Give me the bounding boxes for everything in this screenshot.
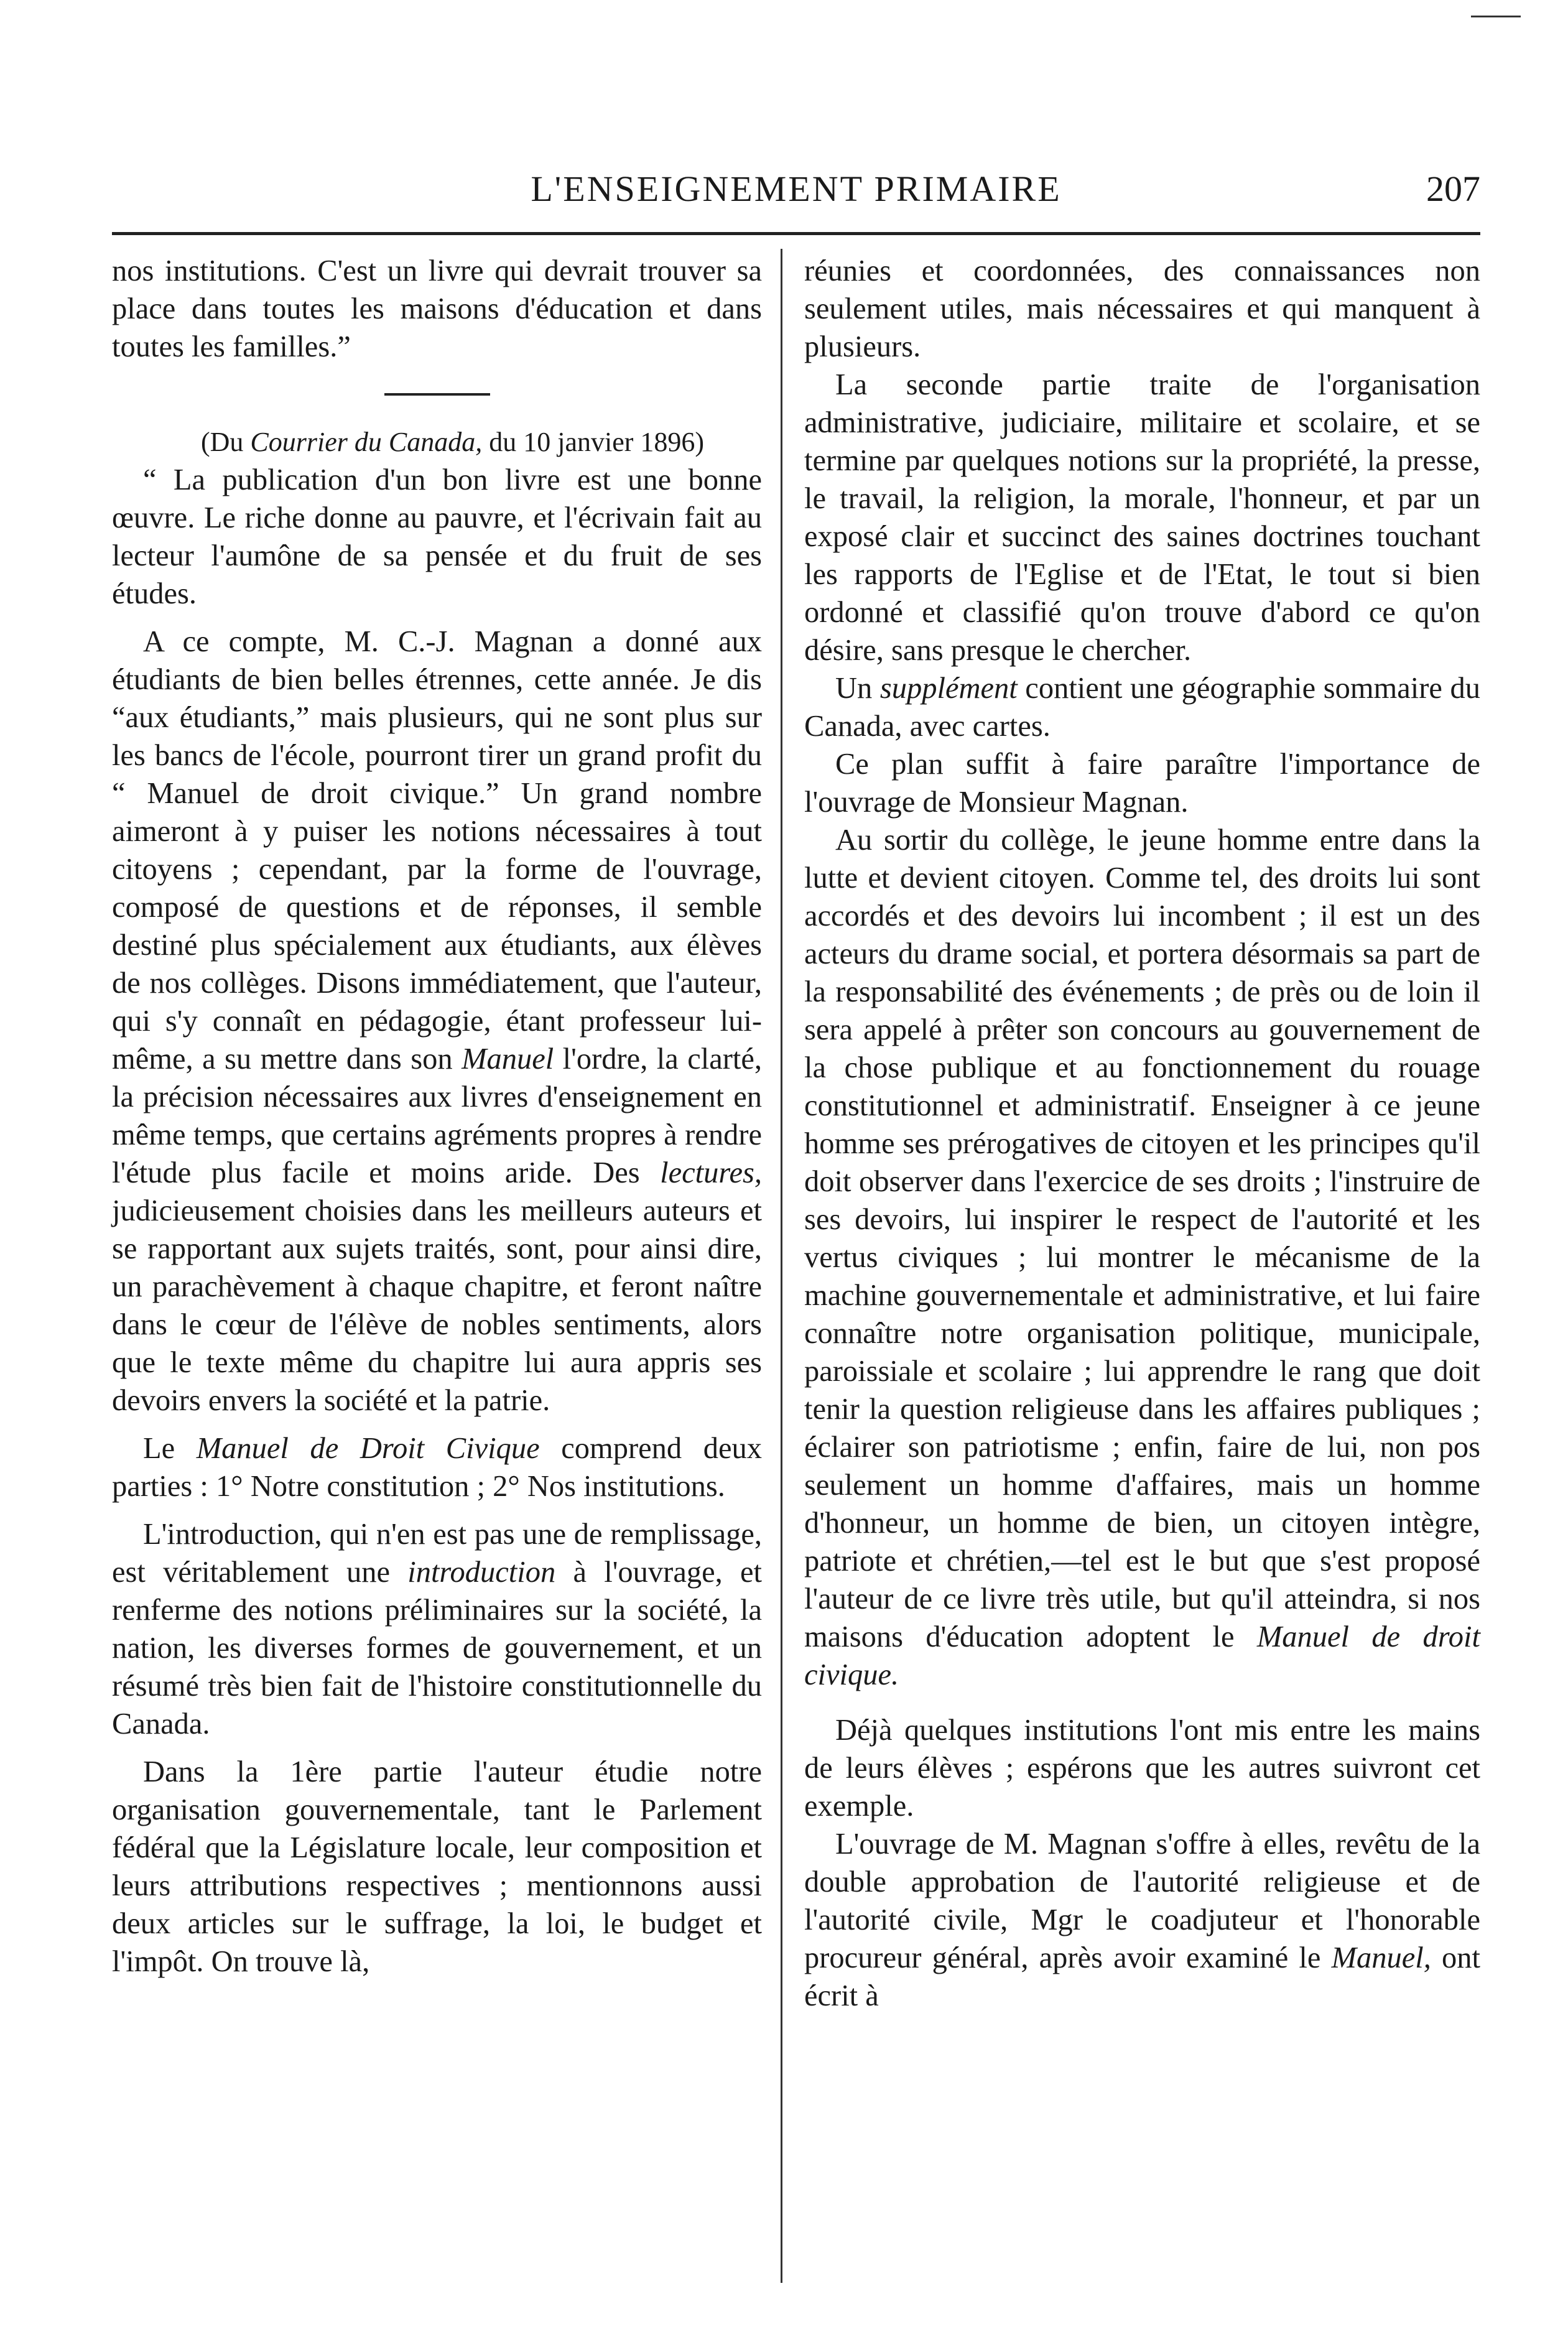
source-date: du 10 janvier 1896) — [482, 427, 705, 457]
source-citation — [112, 423, 762, 461]
paragraph-continuation: nos institutions. C'est un livre qui devrait trouver sa place dans toutes les maisons d'éducation et dans toutes les familles.” — [112, 254, 762, 363]
paragraph: La seconde partie traite de l'organisation administrative, judiciaire, militaire et scolaire, et se termine par quelques notions sur la propriété, la presse, le travail, la religion, la morale, l'honneur, et par un exposé clair et succinct des saines doctrines touchant les rapports de l'Eglise et de l'Etat, le tout si bien ordonné et classifié qu'on trouve d'abord ce qu'on désire, sans presque le chercher. — [804, 368, 1480, 667]
right-column — [804, 252, 1480, 2015]
corner-rule — [1471, 16, 1521, 17]
source-newspaper: Courrier du Canada, — [250, 427, 483, 457]
column-divider — [781, 249, 782, 2283]
running-title: L'ENSEIGNEMENT PRIMAIRE — [531, 169, 1062, 209]
paragraph: Un supplément contient une géographie sommaire du Canada, avec cartes. — [804, 672, 1480, 743]
paragraph: L'ouvrage de M. Magnan s'offre à elles, revêtu de la double approbation de l'autorité religieuse et de l'autorité civile, Mgr le coadjuteur et l'honorable procureur général, après avoir examiné le Manuel, ont écrit à — [804, 1828, 1480, 2012]
paragraph-continuation: réunies et coordonnées, des connaissances non seulement utiles, mais nécessaires et qui manquent à plusieurs. — [804, 254, 1480, 363]
running-header — [112, 168, 1480, 224]
paragraph: Ce plan suffit à faire paraître l'importance de l'ouvrage de Monsieur Magnan. — [804, 748, 1480, 819]
section-separator-rule — [384, 393, 490, 396]
paragraph: A ce compte, M. C.-J. Magnan a donné aux étudiants de bien belles étrennes, cette année. Je dis “aux étudiants,” mais plusieurs, qui ne sont plus sur les bancs de l'école, pourront tirer un grand profit du “ Manuel de droit civique.” Un grand nombre aimeront à y puiser les notions nécessaires à tout citoyens ; cependant, par la forme de l'ouvrage, composé de questions et de réponses, il semble destiné plus spécialement aux étudiants, aux élèves de nos collèges. Disons immédiatement, que l'auteur, qui s'y connaît en pédagogie, étant professeur lui-même, a su mettre dans son Manuel l'ordre, la clarté, la précision nécessaires aux livres d'enseignement en même temps, que certains agréments propres à rendre l'étude plus facile et moins aride. Des lectures, judicieusement choisies dans les meilleurs auteurs et se rapportant aux sujets traités, sont, pour ainsi dire, un parachèvement à chaque chapitre, et feront naître dans le cœur de l'élève de nobles sentiments, alors que le texte même du chapitre lui aura appris ses devoirs envers la société et la patrie. — [112, 625, 762, 1417]
page-number: 207 — [1426, 169, 1480, 209]
paragraph: L'introduction, qui n'en est pas une de remplissage, est véritablement une introduction à l'ouvrage, et renferme des notions préliminaires sur la société, la nation, les diverses formes de gouvernement, et un résumé très bien fait de l'histoire constitutionnelle du Canada. — [112, 1518, 762, 1740]
paragraph: Au sortir du collège, le jeune homme entre dans la lutte et devient citoyen. Comme tel, des droits lui sont accordés et des devoirs lui incombent ; il est un des acteurs du drame social, et portera désormais sa part de la responsabilité des événements ; de près ou de loin il sera appelé à prêter son concours au gouvernement de la chose publique et au fonctionnement du rouage constitutionnel et administratif. Enseigner à ce jeune homme ses prérogatives de citoyen et les principes qu'il doit observer dans l'exercice de ses droits ; l'instruire de ses devoirs, lui inspirer le respect de l'autorité et les vertus civiques ; lui montrer le mécanisme de la machine gouvernementale et administrative, et lui faire connaître notre organisation politique, municipale, paroissiale et scolaire ; lui apprendre le rang que doit tenir la question religieuse dans les affaires publiques ; éclairer son patriotisme ; enfin, faire de lui, non pos seulement un homme d'affaires, mais un homme d'honneur, un homme de bien, un citoyen intègre, patriote et chrétien,—tel est le but que s'est proposé l'auteur de ce livre très utile, but qu'il atteindra, si nos maisons d'éducation adoptent le Manuel de droit civique. — [804, 824, 1481, 1691]
source-prefix: (Du — [200, 427, 251, 457]
paragraph: Le Manuel de Droit Civique comprend deux parties : 1° Notre constitution ; 2° Nos institutions. — [112, 1432, 762, 1503]
paragraph: Déjà quelques institutions l'ont mis entre les mains de leurs élèves ; espérons que les autres suivront cet exemple. — [804, 1714, 1480, 1823]
left-column — [112, 252, 762, 1981]
paragraph: Dans la 1ère partie l'auteur étudie notre organisation gouvernementale, tant le Parlement fédéral que la Législature locale, leur composition et leurs attributions respectives ; mentionnons aussi deux articles sur le suffrage, la loi, le budget et l'impôt. On trouve là, — [112, 1755, 762, 1978]
header-rule — [112, 232, 1480, 235]
paragraph: “ La publication d'un bon livre est une bonne œuvre. Le riche donne au pauvre, et l'écrivain fait au lecteur l'aumône de sa pensée et du fruit de ses études. — [112, 463, 762, 610]
